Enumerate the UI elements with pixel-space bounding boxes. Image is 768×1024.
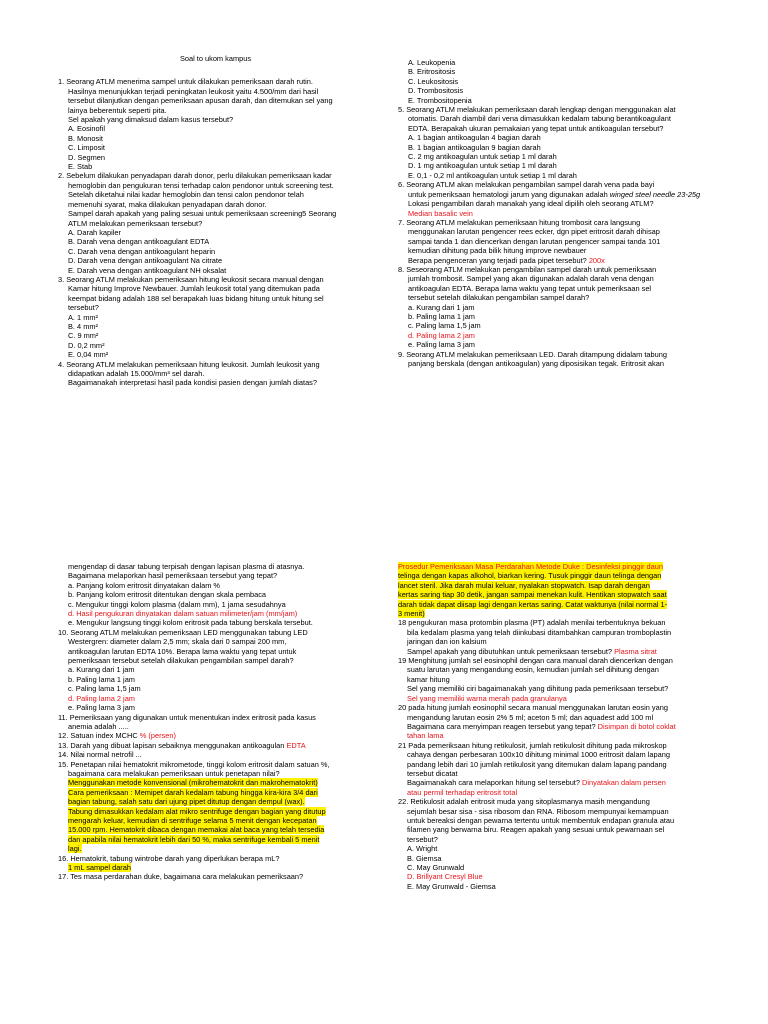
highlighted-answer: lagi.: [68, 844, 82, 854]
answer-text: % (persen): [139, 731, 176, 741]
highlighted-answer: darah tidak dapat diisap lagi dengan kertas saring. Catat waktunya (nilai normal 1-: [398, 599, 668, 609]
question-line: keempat bidang adalah 188 sel berapakah luas bidang hitung untuk hitung sel: [68, 293, 324, 303]
question-line: b. Panjang kolom eritrosit ditentukan dengan skala pembaca: [68, 590, 267, 600]
question-line: lainya beberentuk seperti pita.: [68, 105, 167, 115]
question-line: untuk bereaksi dengan pewarna tertentu untuk membentuk endapan granula atau: [407, 815, 675, 825]
answer-text: 200x: [588, 255, 605, 265]
question-line: Bagaimana melaporkan hasil pemeriksaan tersebut yang tepat?: [68, 571, 278, 581]
question-line: menggunakan larutan pengencer rees ecker, dgn pipet eritrosit darah dihisap: [408, 227, 660, 237]
question-line: cahaya dengan perbesaran 100x10 dihitung minimal 1000 eritrosit dalam lapang: [407, 750, 670, 760]
bottom-left-column: [58, 562, 376, 882]
question-line: antikoagulan EDTA. Berapa lama waktu yang tepat untuk pemeriksaan sel: [408, 283, 652, 293]
text-line: [398, 778, 716, 787]
highlighted-answer: Prosedur Pemeriksaan Masa Perdarahan Metode Duke : Desinfeksi pinggir daun: [398, 562, 663, 571]
question-line: C. 2 mg antikoagulan untuk setiap 1 ml darah: [408, 152, 557, 162]
text-line: [58, 731, 376, 740]
text-line: [398, 600, 716, 609]
question-line: suatu larutan yang mengandung eosin, kemudian jumlah sel dihitung dengan: [407, 665, 659, 675]
question-line: 18 pengukuran masa protombin plasma (PT) adalah menilai terbentuknya bekuan: [398, 618, 666, 628]
question-text: 12. Satuan index MCHC: [58, 731, 138, 741]
answer-option: C. Leukositosis: [408, 76, 459, 86]
answer-option: A. Eosinofil: [68, 124, 105, 134]
question-line: Sel apakah yang dimaksud dalam kasus tersebut?: [68, 115, 234, 125]
answer-text: Dinyatakan dalam persen: [582, 778, 666, 788]
question-line: tersebut setelah dilakukan pengambilan sampel darah?: [408, 293, 590, 303]
highlighted-answer: mengarah keluar, kemudian di sentrifuge selama 5 menit dengan kecepatan: [68, 815, 317, 825]
answer-option: A. Wright: [407, 844, 438, 854]
question-text: 13. Darah yang dibuat lapisan sebaiknya menggunakan antikoagulan: [58, 740, 285, 750]
answer-option: c. Paling lama 1,5 jam: [408, 321, 481, 331]
text-line: [58, 788, 376, 797]
question-line: 3. Seorang ATLM melakukan pemeriksaan hitung leukosit secara manual dengan: [58, 274, 324, 284]
question-line: B. 1 bagian antikoagulan 9 bagian darah: [408, 142, 541, 152]
question-line: 14. Nilai normal netrofil ...: [58, 750, 142, 760]
highlighted-answer: 3 menit): [398, 609, 425, 619]
question-line: 19 Menghitung jumlah sel eosinophil dengan cara manual darah diencerkan dengan: [398, 656, 673, 666]
text-line: [58, 797, 376, 806]
text-line: [58, 825, 376, 834]
question-line: Westergren: diameter dalam 2,5 mm; skala dari 0 sampai 200 mm,: [68, 637, 287, 647]
question-line: mengandung larutan eosin 2% 5 ml; aceton 5 ml; dan aquadest add 100 ml: [407, 712, 654, 722]
answer-option: B. Monosit: [68, 133, 103, 143]
question-line: tersebut dilanjutkan dengan pemeriksaan apusan darah, dan ditemukan sel yang: [68, 96, 333, 106]
answer-option: B. Eritrositosis: [408, 67, 456, 77]
question-line: Setelah diketahui nilai kadar hemoglobin dan tensi calon pendonor telah: [68, 190, 304, 200]
text-line: [398, 722, 716, 731]
question-line: e. Paling lama 3 jam: [68, 703, 135, 713]
bottom-right-column: [398, 562, 716, 891]
highlighted-answer: dan apabila nilai hematokrit lebih dari 50 %, maka sentrifuge kembali 5 menit: [68, 834, 320, 844]
question-line: Hasilnya menunjukkan terjadi peningkatan leukosit yaitu 4.500/mm dari hasil: [68, 86, 319, 96]
question-line: didapatkan adalah 15.000/mm³ sel darah.: [68, 369, 205, 378]
answer-option: d. Paling lama 2 jam: [408, 330, 475, 340]
question-line: filamen yang berwarna biru. Reagen apakah yang sesuai untuk pewarnaan sel: [407, 825, 665, 835]
question-line: Bagaimanakah interpretasi hasil pada kondisi pasien dengan jumlah diatas?: [68, 378, 317, 388]
answer-option: C. 9 mm²: [68, 331, 99, 341]
highlighted-answer: Cara pemeriksaan : Memipet darah kedalam tabung hingga kira-kira 3/4 dari: [68, 787, 318, 797]
answer-option: B. Giemsa: [407, 853, 442, 863]
highlighted-answer: kertas saring tiap 30 detik, jangan sampai menekan kulit. Hentikan stopwatch saat: [398, 590, 667, 600]
answer-option: E. Trombositopenia: [408, 95, 472, 105]
question-line: mengendap di dasar tabung terpisah dengan lapisan plasma di atasnya.: [68, 562, 305, 571]
question-line: antikoagulan larutan EDTA 10%. Berapa lama waktu yang tepat untuk: [68, 646, 297, 656]
question-line: 1. Seorang ATLM menerima sampel untuk dilakukan pemeriksaan darah rutin.: [58, 77, 313, 87]
question-line: Sampel darah apakah yang paling sesuai untuk pemeriksaan screening5 Seorang: [68, 209, 337, 219]
answer-option: E. May Grunwald - Giemsa: [407, 881, 496, 891]
text-line: [398, 609, 716, 618]
question-line: tersebut?: [68, 303, 99, 313]
question-line: pemeriksaan tersebut setelah dilakukan pengambilan sampel darah?: [68, 656, 294, 666]
answer-text: Sel yang memiliki warna merah pada granulanya: [407, 693, 567, 703]
question-line: bagaimana cara melakukan pemeriksaan untuk penetapan nilai?: [68, 768, 280, 778]
question-line: c. Mengukur tinggi kolom plasma (dalam mm), 1 jama sesudahnya: [68, 599, 286, 609]
top-right-column: [398, 58, 716, 368]
question-line: 4. Seorang ATLM melakukan pemeriksaan hitung leukosit. Jumlah leukosit yang: [58, 359, 320, 369]
question-line: 15. Penetapan nilai hematokrit mikrometode, tinggi kolom eritrosit dalam satuan %,: [58, 759, 330, 769]
answer-option: e. Paling lama 3 jam: [408, 340, 475, 350]
highlighted-answer: telinga dengan kapas alkohol, biarkan kering. Tusuk pinggir daun telinga dengan: [398, 571, 662, 581]
answer-option: D. Brillyant Cresyl Blue: [407, 872, 483, 882]
text-line: [398, 647, 716, 656]
question-line: EDTA. Berapakah ukuran pemakaian yang tepat untuk antikoagulan tersebut?: [408, 123, 664, 133]
answer-option: D. Segmen: [68, 152, 105, 162]
document-title: Soal to ukom kampus: [179, 54, 252, 63]
question-line: sejumlah besar sisa - sisa ribosom dan RNA. Ribosom mempunyai kemampuan: [407, 806, 669, 816]
answer-text: Plasma sitrat: [614, 646, 657, 656]
question-line: jumlah trombosit. Sampel yang akan digunakan adalah darah vena dengan: [408, 274, 654, 284]
question-line: panjang berskala (dengan antikoagulan) yang diposisikan tegak. Eritrosit akan: [408, 359, 664, 368]
question-text: Bagaimanakah cara melaporkan hitung sel tersebut?: [407, 778, 580, 788]
answer-option: a. Kurang dari 1 jam: [408, 302, 475, 312]
question-line: kemudian dihitung pada bilik hitung improve newbauer: [408, 246, 587, 256]
question-line: a. Kurang dari 1 jam: [68, 665, 135, 675]
answer-option: C. Darah vena dengan antikoagulant heparin: [68, 246, 216, 256]
answer-text: Median basalic vein: [408, 208, 473, 218]
question-line: 20 pada hitung jumlah eosinophil secara manual menggunakan larutan eosin yang: [398, 703, 668, 713]
question-line: 9. Seorang ATLM melakukan pemeriksaan LED. Darah ditampung didalam tabung: [398, 349, 667, 359]
question-line: A. 1 bagian antikoagulan 4 bagian darah: [408, 133, 541, 143]
question-line: bila kedalam plasma yang telah diinkubasi ditambahkan campuran tromboplastin: [407, 627, 672, 637]
question-line: tersebut dicatat: [407, 768, 458, 778]
question-line: anemia adalah .....: [68, 721, 129, 731]
text-line: [58, 741, 376, 750]
answer-option: b. Paling lama 1 jam: [408, 311, 475, 321]
question-line: Lokasi pengambilan darah manakah yang ideal dipilih oleh seorang ATLM?: [408, 199, 654, 209]
answer-option: D. 0,2 mm²: [68, 340, 105, 350]
question-line: b. Paling lama 1 jam: [68, 674, 135, 684]
question-line: 8. Seseorang ATLM melakukan pengambilan sampel darah untuk pemeriksaan: [398, 264, 657, 274]
question-line: ATLM melakukan pemeriksaan tersebut?: [68, 218, 203, 228]
needle-label: winged steel needle 23-25g: [609, 189, 701, 199]
answer-text: Disimpan di botol coklat: [597, 721, 676, 731]
answer-option: B. Darah vena dengan antikoagulant EDTA: [68, 237, 210, 247]
highlighted-answer: lancet steril. Jika darah mulai keluar, nyalakan stopwatch. Isap darah dengan: [398, 580, 650, 590]
text-line: [58, 844, 376, 853]
question-line: c. Paling lama 1,5 jam: [68, 684, 141, 694]
question-line: kamar hitung: [407, 674, 450, 684]
text-line: [58, 863, 376, 872]
question-line: hemoglobin dan pengukuran tensi terhadap calon pendonor untuk screening test.: [68, 180, 334, 190]
question-text: Bagaimana cara menyimpan reagen tersebut yang tepat?: [407, 721, 596, 731]
text-line: [398, 581, 716, 590]
answer-text: d. Hasil pengukuran dinyatakan dalam satuan milimeter/jam (mm/jam): [68, 609, 298, 619]
question-line: 11. Pemeriksaan yang digunakan untuk menentukan index eritrosit pada kasus: [58, 712, 316, 722]
question-line: D. 1 mg antikoagulan untuk setiap 1 ml darah: [408, 161, 557, 171]
answer-option: A. Darah kapiler: [68, 227, 121, 237]
question-line: 6. Seorang ATLM akan melakukan pengambilan sampel darah vena pada bayi: [398, 180, 655, 190]
highlighted-answer: 15.000 rpm. Hematokrit dibaca dengan memakai alat baca yang telah tersedia: [68, 825, 325, 835]
highlighted-answer: Tabung dimasukkan kedalam alat mikro sentrifuge dengan bagian yang ditutup: [68, 806, 326, 816]
answer-text: atau permil terhadap eritrosit total: [407, 787, 518, 797]
text-line: [58, 807, 376, 816]
question-line: 10. Seorang ATLM melakukan pemeriksaan LED menggunakan tabung LED: [58, 627, 308, 637]
question-line: 2. Sebelum dilakukan penyadapan darah donor, perlu dilakukan pemeriksaan kadar: [58, 171, 332, 181]
question-line: Kamar hitung Improve Newbauer. Jumlah leukosit total yang ditemukan pada: [68, 284, 320, 294]
answer-option: C. Limposit: [68, 143, 105, 153]
highlighted-answer: Menggunakan metode konvensional (mikrohematokrit dan makrohematokrit): [68, 778, 318, 788]
question-line: E. 0,1 - 0,2 ml antikoagulan untuk setiap 1 ml darah: [408, 170, 577, 180]
answer-option: E. Darah vena dengan antikoagulant NH oksalat: [68, 265, 227, 275]
question-line: sampai tanda 1 dan diencerkan dengan larutan pengencer sampai tanda 101: [408, 236, 661, 246]
answer-option: B. 4 mm²: [68, 321, 98, 331]
question-line: e. Mengukur langsung tinggi kolom eritrosit pada tabung berskala tersebut.: [68, 618, 313, 628]
text-line: [398, 590, 716, 599]
question-line: 17. Tes masa perdarahan duke, bagaimana cara melakukan pemeriksaan?: [58, 872, 304, 882]
answer-text: EDTA: [286, 740, 306, 750]
question-text: Berapa pengenceran yang terjadi pada pipet tersebut?: [408, 255, 587, 265]
answer-option: D. Darah vena dengan antikoagulant Na citrate: [68, 256, 223, 266]
text-line: [58, 778, 376, 787]
question-line: jaringan dan ion kalsium: [407, 637, 487, 647]
text-line: [398, 571, 716, 580]
question-line: 5. Seorang ATLM melakukan pemeriksaan darah lengkap dengan menggunakan alat: [398, 105, 676, 115]
answer-option: C. May Grunwald: [407, 863, 465, 872]
top-left-column: [58, 54, 373, 388]
text-line: [398, 562, 716, 571]
question-line: otomatis. Darah diambil dari vena dimasukkan kedalam tabung berantikoagulant: [408, 114, 671, 124]
text-line: [398, 256, 716, 265]
question-line: Sel yang memiliki ciri bagaimanakah yang dihitung pada pemeriksaan tersebut?: [407, 684, 669, 694]
answer-option: A. 1 mm²: [68, 312, 98, 322]
answer-option: E. Stab: [68, 162, 93, 172]
highlighted-answer: bagian tabung, salah satu dari ujung pipet ditutup dengan dempul (wax).: [68, 797, 305, 807]
answer-option: A. Leukopenia: [408, 58, 456, 67]
question-line: 21 Pada pemeriksaan hitung retikulosit, jumlah retikulosit dihitung pada mikroskop: [398, 740, 667, 750]
question-line: a. Panjang kolom eritrosit dinyatakan dalam %: [68, 580, 220, 590]
highlighted-answer: 1 mL sampel darah: [68, 863, 131, 872]
question-line: memenuhi syarat, maka dilakukan penyadapan darah donor.: [68, 199, 267, 209]
question-line: 22. Retikulosit adalah eritrosit muda yang sitoplasmanya masih mengandung: [398, 797, 650, 807]
question-line: 7. Seorang ATLM melakukan pemeriksaan hitung trombosit cara langsung: [398, 217, 641, 227]
answer-option: D. Trombositosis: [408, 86, 464, 96]
text-line: [58, 816, 376, 825]
text-line: [58, 835, 376, 844]
question-line: 16. Hematokrit, tabung wintrobe darah yang diperlukan berapa mL?: [58, 853, 280, 863]
question-line: pandang lebih dari 10 jumlah retikulosit yang ditemukan dalam lapang pandang: [407, 759, 667, 769]
question-line: tersebut?: [407, 834, 438, 844]
answer-text: d. Paling lama 2 jam: [68, 693, 135, 703]
question-text: Sampel apakah yang dibutuhkan untuk pemeriksaan tersebut?: [407, 646, 613, 656]
answer-option: E. 0,04 mm²: [68, 350, 109, 360]
answer-text: tahan lama: [407, 731, 444, 741]
question-line: untuk pemeriksaan hematologi jarum yang digunakan adalah winged steel needle 23-25g: [408, 189, 701, 199]
